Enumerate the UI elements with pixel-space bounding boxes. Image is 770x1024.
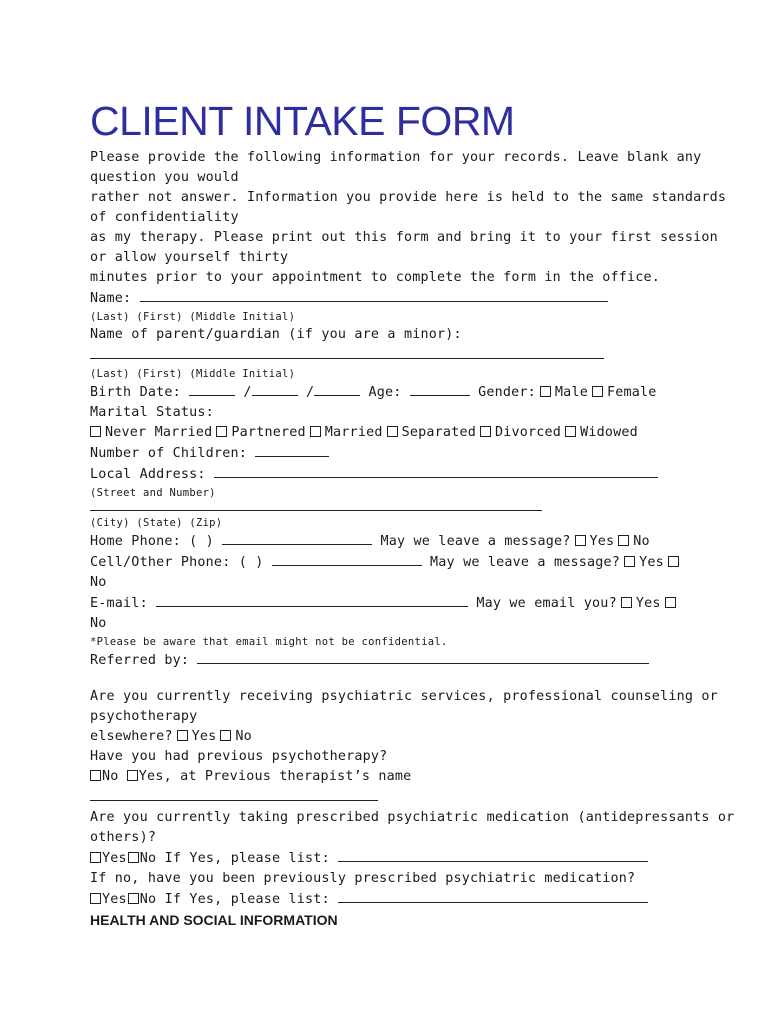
section-heading: HEALTH AND SOCIAL INFORMATION <box>90 912 338 928</box>
children-field[interactable] <box>255 443 329 457</box>
email-yes-checkbox[interactable] <box>621 597 632 608</box>
services-question-cont: psychotherapy <box>90 709 198 724</box>
cell-message-yes-label: Yes <box>639 555 664 570</box>
address-label: Local Address: <box>90 467 206 482</box>
guardian-label: Name of parent/guardian (if you are a minor): <box>90 327 462 342</box>
prev-therapy-question: Have you had previous psychotherapy? <box>90 749 388 764</box>
male-checkbox[interactable] <box>540 386 551 397</box>
prev-medication-list-field[interactable] <box>338 889 648 903</box>
age-label: Age: <box>368 385 402 400</box>
prev-therapy-yes-label: Yes, at Previous therapist’s name <box>138 769 412 784</box>
email-note: *Please be aware that email might not be confidential. <box>90 636 448 648</box>
medication-question: Are you currently taking prescribed psychiatric medication (antidepressants or <box>90 810 735 825</box>
medication-list-label: If Yes, please list: <box>164 851 330 866</box>
birth-day-field[interactable] <box>252 382 298 396</box>
home-message-yes-label: Yes <box>589 534 615 549</box>
separated-label: Separated <box>401 425 476 440</box>
medication-yes-label: Yes <box>102 851 127 866</box>
medication-no-checkbox[interactable] <box>128 852 139 863</box>
home-message-yes-checkbox[interactable] <box>575 535 586 546</box>
referred-field[interactable] <box>197 650 649 664</box>
prev-medication-no-checkbox[interactable] <box>128 893 139 904</box>
partnered-checkbox[interactable] <box>216 426 227 437</box>
medication-row <box>90 848 710 869</box>
prev-medication-no-label: No <box>139 892 157 907</box>
prev-therapy-yes-checkbox[interactable] <box>127 770 138 781</box>
gender-label: Gender: <box>478 385 536 400</box>
intro-line: Please provide the following information for your records. Leave blank any <box>90 150 702 165</box>
email-no-label: No <box>90 616 107 631</box>
children-row <box>90 443 710 464</box>
divorced-checkbox[interactable] <box>480 426 491 437</box>
prev-medication-yes-checkbox[interactable] <box>90 893 101 904</box>
guardian-row <box>90 345 710 366</box>
guardian-field[interactable] <box>90 345 604 359</box>
date-separator: / <box>305 385 315 400</box>
name-subtitle: (Last) (First) (Middle Initial) <box>90 311 296 323</box>
email-row <box>90 593 710 614</box>
marital-row <box>90 423 710 443</box>
email-yes-label: Yes <box>635 596 661 611</box>
cell-message-question: May we leave a message? <box>430 555 621 570</box>
referred-row <box>90 650 710 671</box>
page-title: CLIENT INTAKE FORM <box>90 98 515 144</box>
address-row <box>90 464 710 485</box>
therapist-name-row <box>90 787 710 808</box>
prev-medication-yes-label: Yes <box>102 892 127 907</box>
email-field[interactable] <box>156 593 468 607</box>
address-city-field[interactable] <box>90 502 542 511</box>
intro-line: rather not answer. Information you provide here is held to the same standards <box>90 190 727 205</box>
widowed-label: Widowed <box>580 425 638 440</box>
married-checkbox[interactable] <box>310 426 321 437</box>
email-no-checkbox[interactable] <box>665 597 676 608</box>
cell-message-no-checkbox[interactable] <box>668 556 679 567</box>
intro-line: question you would <box>90 170 239 185</box>
medication-question-cont: others)? <box>90 830 157 845</box>
services-yes-label: Yes <box>191 729 217 744</box>
cell-phone-label: Cell/Other Phone: ( ) <box>90 555 264 570</box>
services-question: Are you currently receiving psychiatric services, professional counseling or <box>90 689 718 704</box>
services-row <box>90 727 710 747</box>
medication-list-field[interactable] <box>338 848 648 862</box>
separated-checkbox[interactable] <box>387 426 398 437</box>
referred-label: Referred by: <box>90 653 190 668</box>
male-label: Male <box>554 385 588 400</box>
marital-label: Marital Status: <box>90 405 214 420</box>
name-row <box>90 288 710 309</box>
services-no-checkbox[interactable] <box>220 730 231 741</box>
home-message-no-checkbox[interactable] <box>618 535 629 546</box>
home-phone-label: Home Phone: ( ) <box>90 534 214 549</box>
divorced-label: Divorced <box>494 425 562 440</box>
address-street-subtitle: (Street and Number) <box>90 487 216 499</box>
prev-therapy-no-label: No <box>102 769 119 784</box>
services-question-end: elsewhere? <box>90 729 173 744</box>
intro-line: minutes prior to your appointment to complete the form in the office. <box>90 270 661 285</box>
intro-line: of confidentiality <box>90 210 239 225</box>
cell-phone-field[interactable] <box>272 552 422 566</box>
prev-therapy-row <box>90 767 710 787</box>
never-married-checkbox[interactable] <box>90 426 101 437</box>
services-yes-checkbox[interactable] <box>177 730 188 741</box>
children-label: Number of Children: <box>90 446 247 461</box>
prev-medication-list-label: If Yes, please list: <box>164 892 330 907</box>
home-message-question: May we leave a message? <box>380 534 571 549</box>
cell-phone-row <box>90 552 710 573</box>
intro-line: as my therapy. Please print out this form and bring it to your first session <box>90 230 718 245</box>
female-checkbox[interactable] <box>592 386 603 397</box>
address-street-field[interactable] <box>214 464 658 478</box>
email-question: May we email you? <box>476 596 617 611</box>
cell-message-yes-checkbox[interactable] <box>624 556 635 567</box>
cell-message-no-label: No <box>90 575 107 590</box>
medication-yes-checkbox[interactable] <box>90 852 101 863</box>
home-message-no-label: No <box>633 534 650 549</box>
birth-year-field[interactable] <box>314 382 360 396</box>
email-label: E-mail: <box>90 596 148 611</box>
guardian-subtitle: (Last) (First) (Middle Initial) <box>90 368 296 380</box>
intro-text <box>90 148 727 288</box>
female-label: Female <box>606 385 657 400</box>
name-label: Name: <box>90 291 132 306</box>
therapist-name-field[interactable] <box>90 787 378 801</box>
birth-label: Birth Date: <box>90 385 181 400</box>
prev-therapy-no-checkbox[interactable] <box>90 770 101 781</box>
partnered-label: Partnered <box>231 425 306 440</box>
birth-row <box>90 382 710 403</box>
name-field[interactable] <box>140 288 608 302</box>
birth-month-field[interactable] <box>189 382 235 396</box>
prev-medication-row <box>90 889 710 910</box>
medication-no-label: No <box>139 851 157 866</box>
never-married-label: Never Married <box>105 425 213 440</box>
date-separator: / <box>243 385 252 400</box>
intro-line: or allow yourself thirty <box>90 250 289 265</box>
address-city-subtitle: (City) (State) (Zip) <box>90 517 223 529</box>
intake-form <box>90 98 735 930</box>
services-no-label: No <box>235 729 252 744</box>
prev-medication-question: If no, have you been previously prescribed psychiatric medication? <box>90 871 636 886</box>
widowed-checkbox[interactable] <box>565 426 576 437</box>
address-city-row <box>90 501 710 515</box>
age-field[interactable] <box>410 382 470 396</box>
married-label: Married <box>324 425 383 440</box>
home-phone-row <box>90 531 710 552</box>
home-phone-field[interactable] <box>222 531 372 545</box>
